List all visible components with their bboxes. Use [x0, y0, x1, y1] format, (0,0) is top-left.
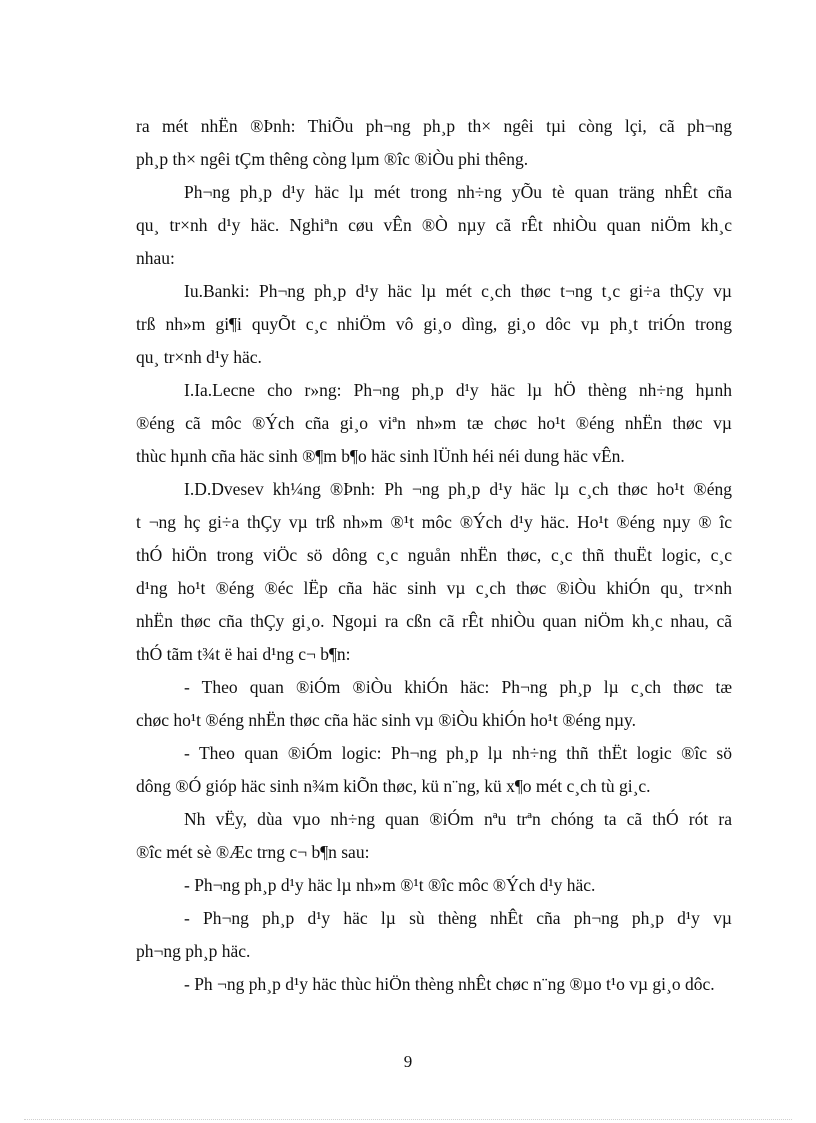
text-line: trß nh»m gi¶i quyÕt c¸c nhiÖm vô gi¸o dìng, gi¸o dôc vµ ph¸t triÓn trong	[136, 314, 732, 334]
text-line: dông ®Ó gióp häc sinh n¾m kiÕn thøc, kü n¨ng, kü x¶o mét c¸ch tù gi¸c.	[136, 776, 651, 796]
text-line: nhËn thøc cña thÇy gi¸o. Ngoµi ra cßn cã rÊt nhiÒu quan niÖm kh¸c nhau, cã	[136, 611, 732, 631]
text-line: chøc ho¹t ®éng nhËn thøc cña häc sinh vµ ®iÒu khiÓn ho¹t ®éng nµy.	[136, 710, 637, 730]
text-line: thÓ hiÖn trong viÖc sö dông c¸c nguån nhËn thøc, c¸c thñ thuËt logic, c¸c	[136, 545, 732, 565]
text-line: ph¬ng ph¸p häc.	[136, 941, 251, 961]
page-bottom-divider	[24, 1119, 792, 1120]
text-line: ph¸p th× ngêi tÇm thêng còng lµm ®îc ®iÒu phi thêng.	[136, 149, 529, 169]
text-line: qu¸ tr×nh d¹y häc.	[136, 347, 262, 367]
page-number: 9	[403, 1052, 413, 1071]
text-line: - Theo quan ®iÓm logic: Ph¬ng ph¸p lµ nh÷ng thñ thËt logic ®îc sö	[184, 743, 732, 763]
text-line: Nh vËy, dùa vµo nh÷ng quan ®iÓm nªu trªn chóng ta cã thÓ rót ra	[184, 809, 732, 829]
text-line: - Ph¬ng ph¸p d¹y häc lµ nh»m ®¹t ®îc môc ®Ých d¹y häc.	[184, 875, 596, 895]
text-line: thùc hµnh cña häc sinh ®¶m b¶o häc sinh lÜnh héi néi dung häc vÊn.	[136, 446, 625, 466]
text-line: nhau:	[136, 248, 175, 268]
text-line: I.D.Dvesev kh¼ng ®Þnh: Ph ¬ng ph¸p d¹y häc lµ c¸ch thøc ho¹t ®éng	[184, 479, 732, 499]
text-line: d¹ng ho¹t ®éng ®éc lËp cña häc sinh vµ c¸ch thøc ®iÒu khiÓn qu¸ tr×nh	[136, 578, 732, 598]
text-line: I.Ia.Lecne cho r»ng: Ph¬ng ph¸p d¹y häc lµ hÖ thèng nh÷ng hµnh	[184, 380, 732, 400]
text-line: - Ph¬ng ph¸p d¹y häc lµ sù thèng nhÊt cña ph¬ng ph¸p d¹y vµ	[184, 908, 732, 928]
body-text	[136, 110, 732, 1001]
text-line: - Theo quan ®iÓm ®iÒu khiÓn häc: Ph¬ng ph¸p lµ c¸ch thøc tæ	[184, 677, 732, 697]
text-line: ra mét nhËn ®Þnh: ThiÕu ph¬ng ph¸p th× ngêi tµi còng lçi, cã ph¬ng	[136, 116, 732, 136]
text-line: - Ph ¬ng ph¸p d¹y häc thùc hiÖn thèng nhÊt chøc n¨ng ®µo t¹o vµ gi¸o dôc.	[184, 974, 715, 994]
text-line: ®éng cã môc ®Ých cña gi¸o viªn nh»m tæ chøc ho¹t ®éng nhËn thøc vµ	[136, 413, 732, 433]
text-line: thÓ tãm t¾t ë hai d¹ng c¬ b¶n:	[136, 644, 351, 664]
text-line: t ¬ng hç gi÷a thÇy vµ trß nh»m ®¹t môc ®Ých d¹y häc. Ho¹t ®éng nµy ® îc	[136, 512, 732, 532]
text-line: Iu.Banki: Ph¬ng ph¸p d¹y häc lµ mét c¸ch thøc t¬ng t¸c gi÷a thÇy vµ	[184, 281, 732, 301]
text-line: ®îc mét sè ®Æc trng c¬ b¶n sau:	[136, 842, 370, 862]
text-line: qu¸ tr×nh d¹y häc. Nghiªn cøu vÊn ®Ò nµy cã rÊt nhiÒu quan niÖm kh¸c	[136, 215, 732, 235]
text-line: Ph¬ng ph¸p d¹y häc lµ mét trong nh÷ng yÕu tè quan träng nhÊt cña	[184, 182, 732, 202]
